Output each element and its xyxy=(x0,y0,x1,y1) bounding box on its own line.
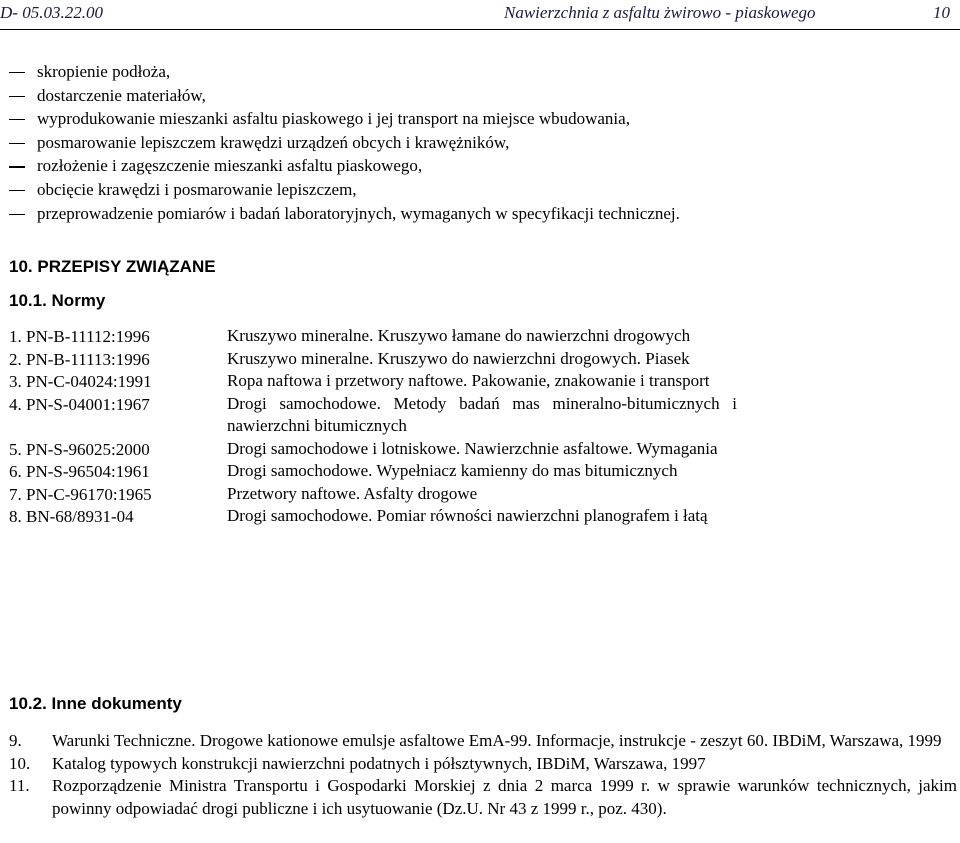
norm-entry xyxy=(9,438,739,461)
norm-description: Kruszywo mineralne. Kruszywo do nawierzchni drogowych. Piasek xyxy=(227,348,690,368)
dash-bullet-icon xyxy=(9,119,25,120)
norm-code: 5. PN-S-96025:2000 xyxy=(9,439,150,459)
section-heading: 10. PRZEPISY ZWIĄZANE xyxy=(9,257,216,276)
norm-description: Ropa naftowa i przetwory naftowe. Pakowanie, znakowanie i transport xyxy=(227,371,710,390)
document-title: Nawierzchnia z asfaltu żwirowo - piaskowego xyxy=(504,3,816,22)
dash-bullet-icon xyxy=(9,190,25,191)
subsection-heading-other-documents: 10.2. Inne dokumenty xyxy=(9,694,182,713)
subsection-heading-norms: 10.1. Normy xyxy=(9,291,106,310)
norm-code: 7. PN-C-96170:1965 xyxy=(9,484,152,504)
norm-description: Drogi samochodowe i lotniskowe. Nawierzchnie asfaltowe. Wymagania xyxy=(227,438,718,458)
norm-entry xyxy=(9,460,739,483)
work-steps-list xyxy=(9,60,954,225)
list-item: wyprodukowanie mieszanki asfaltu piaskowego i jej transport na miejsce wbudowania, xyxy=(9,107,954,131)
document-entry xyxy=(9,753,957,776)
norm-code: 2. PN-B-11113:1996 xyxy=(9,349,150,369)
document-number: 10. xyxy=(9,753,31,773)
norm-code: 4. PN-S-04001:1967 xyxy=(9,394,150,414)
page-header xyxy=(0,0,960,28)
dash-bullet-icon xyxy=(9,72,25,73)
header-divider xyxy=(0,29,960,30)
norm-code: 3. PN-C-04024:1991 xyxy=(9,372,152,391)
norm-description: Drogi samochodowe. Pomiar równości nawierzchni planografem i łatą xyxy=(227,506,708,525)
norm-description: Kruszywo mineralne. Kruszywo łamane do nawierzchni drogowych xyxy=(227,326,691,345)
norm-code: 6. PN-S-96504:1961 xyxy=(9,462,150,481)
norms-list xyxy=(9,325,739,528)
document-entry xyxy=(9,775,957,820)
norm-entry xyxy=(9,370,739,393)
list-item: obcięcie krawędzi i posmarowanie lepiszczem, xyxy=(9,178,954,202)
list-item: przeprowadzenie pomiarów i badań laboratoryjnych, wymaganych w specyfikacji technicznej. xyxy=(9,202,954,226)
norm-description: Przetwory naftowe. Asfalty drogowe xyxy=(227,483,478,503)
norm-entry xyxy=(9,393,739,438)
document-text: Warunki Techniczne. Drogowe kationowe emulsje asfaltowe EmA-99. Informacje, instrukcje - zeszyt 60. IBDiM, Warszawa, 1999 xyxy=(52,731,942,750)
dash-bullet-icon xyxy=(9,96,25,97)
page-number: 10 xyxy=(933,3,950,22)
dash-bullet-icon xyxy=(9,166,25,167)
list-item: posmarowanie lepiszczem krawędzi urządzeń obcych i krawężników, xyxy=(9,131,954,155)
norm-description: Drogi samochodowe. Wypełniacz kamienny do mas bitumicznych xyxy=(227,461,678,480)
list-item: rozłożenie i zagęszczenie mieszanki asfaltu piaskowego, xyxy=(9,154,954,178)
norm-entry xyxy=(9,483,739,506)
document-number: 11. xyxy=(9,776,30,795)
document-code: D- 05.03.22.00 xyxy=(0,3,103,22)
other-documents-list xyxy=(9,730,957,820)
list-item: dostarczenie materiałów, xyxy=(9,84,954,108)
document-text: Katalog typowych konstrukcji nawierzchni podatnych i półsztywnych, IBDiM, Warszawa, 1997 xyxy=(52,753,706,773)
document-text: Rozporządzenie Ministra Transportu i Gospodarki Morskiej z dnia 2 marca 1999 r. w sprawie warunków technicznych, jakim powinny odpowiadać drogi publiczne i ich usytuowanie (Dz.U. Nr 43 z 1999 r., poz. 430). xyxy=(52,776,957,818)
norm-description: Drogi samochodowe. Metody badań mas mineralno-bitumicznych i nawierzchni bitumicznych xyxy=(227,393,737,435)
list-item: skropienie podłoża, xyxy=(9,60,954,84)
document-number: 9. xyxy=(9,731,22,750)
dash-bullet-icon xyxy=(9,214,25,215)
dash-bullet-icon xyxy=(9,143,25,144)
norm-code: 8. BN-68/8931-04 xyxy=(9,507,134,526)
norm-code: 1. PN-B-11112:1996 xyxy=(9,327,150,346)
norm-entry xyxy=(9,348,739,371)
document-entry xyxy=(9,730,957,753)
norm-entry xyxy=(9,505,739,528)
norm-entry xyxy=(9,325,739,348)
